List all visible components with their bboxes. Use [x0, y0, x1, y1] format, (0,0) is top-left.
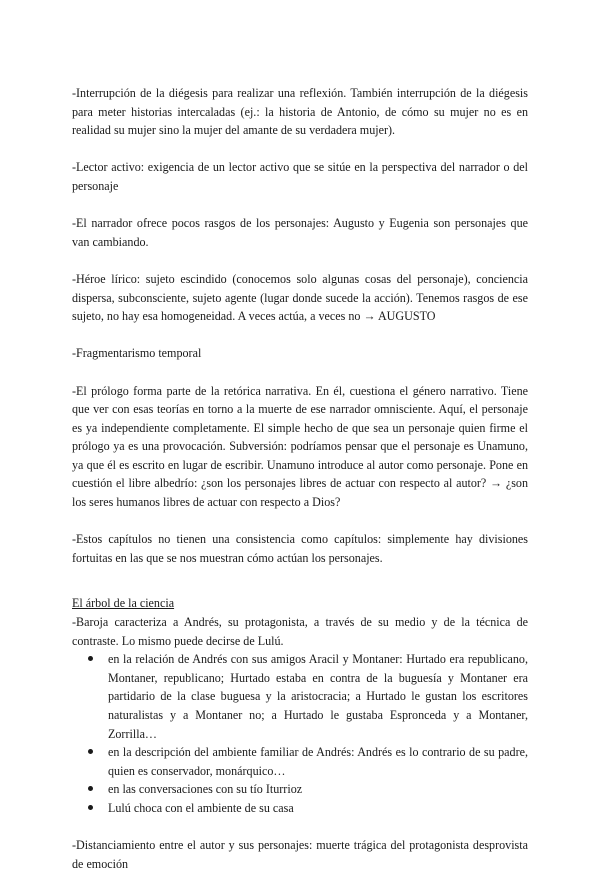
- section-intro: -Baroja caracteriza a Andrés, su protagonista, a través de su medio y de la técnica de contraste. Lo mismo puede decirse de Lulú.: [72, 615, 528, 648]
- paragraph-lector-activo: -Lector activo: exigencia de un lector activo que se sitúe en la perspectiva del narrador o del personaje: [72, 160, 528, 193]
- bullet-icon: [88, 656, 93, 661]
- bullet-icon: [88, 805, 93, 810]
- paragraph-fragmentarismo: -Fragmentarismo temporal: [72, 346, 202, 361]
- bullet-list: [72, 650, 528, 817]
- list-item: [72, 743, 528, 780]
- paragraph-capitulos: -Estos capítulos no tienen una consistencia como capítulos: simplemente hay divisiones fortuitas en las que se nos muestran cómo actúan los personajes.: [72, 532, 528, 565]
- paragraph-distanciamiento: -Distanciamiento entre el autor y sus personajes: muerte trágica del protagonista desprovista de emoción: [72, 838, 528, 871]
- paragraph-prologo: -El prólogo forma parte de la retórica narrativa. En él, cuestiona el género narrativo. Tiene que ver con esas teorías en torno a la muerte de ese narrador omnisciente. Aquí, el personaje es ya independiente completamente. El simple hecho de que sea un personaje quien firme el prólogo ya es una provocación. Subversión: podríamos pensar que el personaje es Unamuno, ya que él es escrito en lugar de escribir. Unamuno introduce al autor como personaje. Pone en cuestión el libre albedrío: ¿son los personajes libres de actuar con respecto al autor? → ¿son los seres humanos libres de actuar con respecto a Dios?: [72, 383, 528, 510]
- section-title: El árbol de la ciencia: [72, 596, 175, 611]
- list-item-text: en las conversaciones con su tío Iturrioz: [108, 782, 303, 797]
- list-item-text: Lulú choca con el ambiente de su casa: [108, 800, 294, 815]
- list-item: [72, 780, 528, 799]
- document-page: [72, 84, 528, 873]
- list-item-text: en la relación de Andrés con sus amigos Aracil y Montaner: Hurtado era republicano, Montaner, republicano; Hurtado estaba en contra de la buguesía y Montaner era partidario de la clase buguesa y la aristocracia; a Hurtado le gustan los escritores naturalistas y a Montaner no; a Hurtado le gustaba Espronceda y a Montaner, Zorrilla…: [108, 652, 528, 741]
- paragraph-narrador: -El narrador ofrece pocos rasgos de los personajes: Augusto y Eugenia son personajes que van cambiando.: [72, 216, 528, 249]
- paragraph-heroe-lirico: -Héroe lírico: sujeto escindido (conocemos solo algunas cosas del personaje), conciencia dispersa, subconsciente, sujeto agente (lugar donde sucede la acción). Tenemos rasgos de ese sujeto, no hay esa homogeneidad. A veces actúa, a veces no → AUGUSTO: [72, 271, 528, 324]
- list-item-text: en la descripción del ambiente familiar de Andrés: Andrés es lo contrario de su padre, quien es conservador, monárquico…: [108, 745, 528, 778]
- bullet-icon: [88, 749, 93, 754]
- bullet-icon: [88, 786, 93, 791]
- list-item: [72, 799, 528, 818]
- paragraph-diegesis: -Interrupción de la diégesis para realizar una reflexión. También interrupción de la diégesis para meter historias intercaladas (ej.: la historia de Antonio, de cómo su mujer no es en realidad su mujer sino la mujer del amante de su verdadera mujer).: [72, 86, 528, 138]
- list-item: [72, 650, 528, 743]
